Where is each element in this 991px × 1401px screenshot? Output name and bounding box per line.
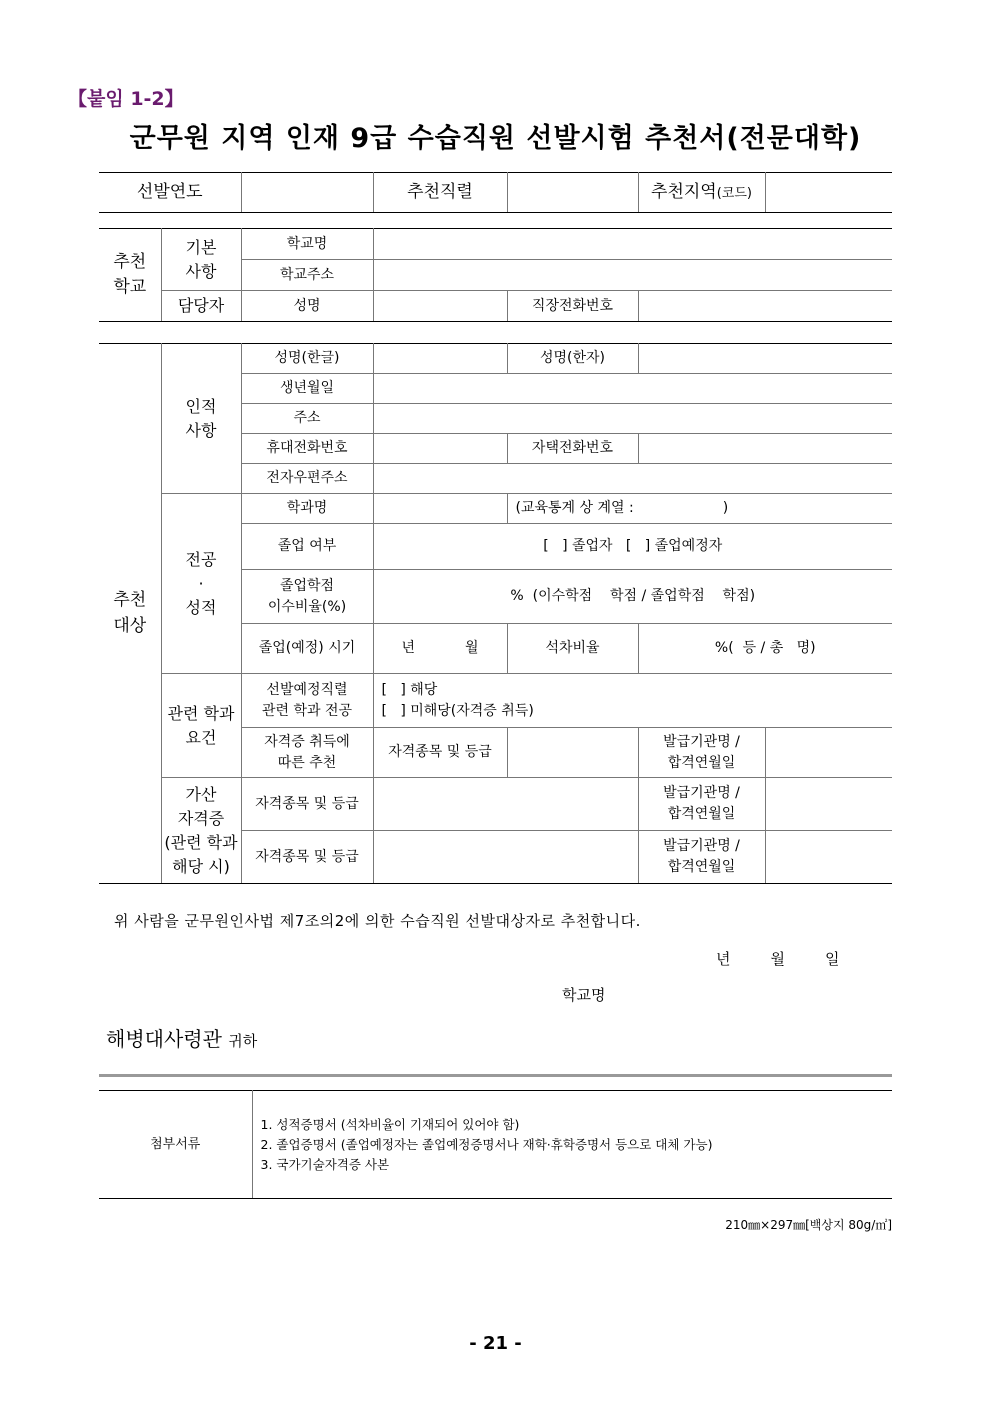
home-phone-field[interactable] bbox=[638, 434, 892, 464]
graduation-status-options[interactable]: [ ] 졸업자 [ ] 졸업예정자 bbox=[373, 524, 892, 570]
rank-ratio-label: 석차비율 bbox=[507, 624, 638, 674]
not-applicable-option[interactable]: [ ] 미해당(자격증 취득) bbox=[381, 702, 534, 719]
attachment-item: 2. 졸업증명서 (졸업예정자는 졸업예정증명서나 재학·휴학증명서 등으로 대체 가능) bbox=[260, 1136, 713, 1152]
cert-type-grade-label: 자격종목 및 등급 bbox=[373, 728, 507, 778]
major-grades-label-3: 성적 bbox=[185, 597, 217, 617]
recommended-region-field[interactable] bbox=[765, 173, 892, 213]
cert-recommend-label bbox=[241, 728, 373, 778]
date-month: 월 bbox=[770, 950, 785, 968]
graduation-year-label: 년 bbox=[401, 640, 415, 656]
department-label: 학과명 bbox=[241, 494, 373, 524]
candidate-group-label-1: 추천 bbox=[113, 590, 147, 610]
bonus-cert-label bbox=[161, 778, 241, 884]
bonus-issuer-label-2 bbox=[638, 831, 765, 884]
related-major-requirement-label bbox=[161, 674, 241, 778]
mobile-field[interactable] bbox=[373, 434, 507, 464]
bonus-issuer-label-2b: 합격연월일 bbox=[667, 859, 736, 875]
credit-ratio-label-2: 이수비율(%) bbox=[267, 598, 347, 615]
region-code-label: (코드) bbox=[716, 185, 752, 201]
school-table bbox=[99, 228, 892, 322]
issuer-field[interactable] bbox=[765, 728, 892, 778]
manager-name-label: 성명 bbox=[241, 291, 373, 322]
related-major-label-2: 요건 bbox=[185, 727, 217, 747]
bonus-issuer-label-1 bbox=[638, 778, 765, 831]
cert-recommend-label-1: 자격증 취득에 bbox=[264, 733, 350, 750]
related-major-text: 관련 학과 전공 bbox=[261, 702, 353, 719]
credit-ratio-field[interactable]: % (이수학점 학점 / 졸업학점 학점) bbox=[373, 570, 892, 624]
school-group-label-1: 추천 bbox=[113, 251, 147, 272]
bonus-cert-type-label-1: 자격종목 및 등급 bbox=[241, 778, 373, 831]
school-name-field[interactable] bbox=[373, 229, 892, 260]
selection-year-label: 선발연도 bbox=[99, 173, 241, 213]
bonus-cert-type-field-1[interactable] bbox=[373, 778, 638, 831]
recipient-suffix: 귀하 bbox=[228, 1032, 258, 1050]
name-hanja-field[interactable] bbox=[638, 344, 892, 374]
section-divider bbox=[99, 1074, 892, 1077]
birth-date-label: 생년월일 bbox=[241, 374, 373, 404]
planned-position-text: 선발예정직렬 bbox=[266, 681, 348, 698]
related-major-options[interactable] bbox=[373, 674, 892, 728]
attachment-item: 1. 성적증명서 (석차비율이 기재되어 있어야 함) bbox=[260, 1116, 520, 1132]
page-number: - 21 - bbox=[469, 1333, 522, 1354]
personal-info-label-2: 사항 bbox=[185, 420, 217, 440]
graduation-time-field[interactable] bbox=[373, 624, 507, 674]
recipient-name: 해병대사령관 bbox=[106, 1027, 222, 1051]
attachments-label: 첨부서류 bbox=[99, 1091, 252, 1199]
paper-spec: 210㎜×297㎜[백상지 80g/㎡] bbox=[725, 1218, 892, 1232]
major-grades-label-2: · bbox=[198, 573, 204, 593]
address-field[interactable] bbox=[373, 404, 892, 434]
department-field[interactable] bbox=[373, 494, 507, 524]
graduation-status-label: 졸업 여부 bbox=[241, 524, 373, 570]
school-basic-label-2: 사항 bbox=[185, 261, 217, 281]
bonus-cert-label-2: 자격증 bbox=[177, 808, 225, 828]
applicable-option[interactable]: [ ] 해당 bbox=[381, 681, 438, 698]
signature-school-label: 학교명 bbox=[562, 986, 606, 1004]
school-address-label: 학교주소 bbox=[241, 260, 373, 291]
name-korean-field[interactable] bbox=[373, 344, 507, 374]
school-name-label: 학교명 bbox=[241, 229, 373, 260]
graduation-month-label: 월 bbox=[465, 640, 479, 656]
header-table bbox=[99, 172, 892, 213]
cert-recommend-label-2: 따른 추천 bbox=[277, 754, 337, 771]
region-label-text: 추천지역 bbox=[651, 181, 717, 202]
related-major-label-1: 관련 학과 bbox=[167, 703, 235, 723]
issuer-label-1: 발급기관명 / bbox=[663, 733, 740, 750]
attachment-item: 3. 국가기술자격증 사본 bbox=[260, 1156, 390, 1172]
personal-info-label-1: 인적 bbox=[185, 396, 217, 416]
school-group-label bbox=[99, 229, 161, 322]
name-korean-label: 성명(한글) bbox=[241, 344, 373, 374]
candidate-table bbox=[99, 343, 892, 884]
recommended-position-field[interactable] bbox=[507, 173, 638, 213]
bonus-issuer-label-1b: 합격연월일 bbox=[667, 806, 736, 822]
attachments-list bbox=[252, 1091, 892, 1199]
bonus-issuer-field-2[interactable] bbox=[765, 831, 892, 884]
email-label: 전자우편주소 bbox=[241, 464, 373, 494]
bonus-cert-label-3: (관련 학과 bbox=[164, 832, 238, 852]
manager-name-field[interactable] bbox=[373, 291, 507, 322]
rank-ratio-field[interactable]: %( 등 / 총 명) bbox=[638, 624, 892, 674]
graduation-time-label: 졸업(예정) 시기 bbox=[241, 624, 373, 674]
school-address-field[interactable] bbox=[373, 260, 892, 291]
bonus-issuer-field-1[interactable] bbox=[765, 778, 892, 831]
issuer-label bbox=[638, 728, 765, 778]
address-label: 주소 bbox=[241, 404, 373, 434]
recommended-region-label bbox=[638, 173, 765, 213]
credit-ratio-label bbox=[241, 570, 373, 624]
bonus-cert-label-1: 가산 bbox=[185, 784, 217, 804]
work-phone-label: 직장전화번호 bbox=[507, 291, 638, 322]
selection-year-field[interactable] bbox=[241, 173, 373, 213]
bonus-cert-label-4: 해당 시) bbox=[172, 856, 230, 876]
school-basic-label-1: 기본 bbox=[185, 237, 217, 257]
candidate-group-label-2: 대상 bbox=[113, 615, 147, 636]
date-day: 일 bbox=[825, 950, 840, 968]
attachments-table bbox=[99, 1090, 892, 1199]
email-field[interactable] bbox=[373, 464, 892, 494]
credit-ratio-label-1: 졸업학점 bbox=[279, 577, 335, 594]
work-phone-field[interactable] bbox=[638, 291, 892, 322]
recipient bbox=[106, 1023, 257, 1052]
bonus-cert-type-label-2: 자격종목 및 등급 bbox=[241, 831, 373, 884]
declaration-text: 위 사람을 군무원인사법 제7조의2에 의한 수습직원 선발대상자로 추천합니다. bbox=[114, 912, 641, 930]
date-line bbox=[716, 948, 840, 969]
attachment-label: 【붙임 1-2】 bbox=[68, 88, 184, 110]
bonus-issuer-label-1a: 발급기관명 / bbox=[663, 785, 740, 801]
date-year: 년 bbox=[716, 950, 731, 968]
manager-label: 담당자 bbox=[161, 291, 241, 322]
personal-info-label bbox=[161, 344, 241, 494]
bonus-issuer-label-2a: 발급기관명 / bbox=[663, 838, 740, 854]
home-phone-label: 자택전화번호 bbox=[507, 434, 638, 464]
school-group-label-2: 학교 bbox=[113, 277, 147, 297]
major-grades-label-1: 전공 bbox=[185, 549, 217, 569]
candidate-group-label bbox=[99, 344, 161, 884]
planned-position-label bbox=[241, 674, 373, 728]
school-basic-label bbox=[161, 229, 241, 291]
birth-date-field[interactable] bbox=[373, 374, 892, 404]
cert-type-grade-field[interactable] bbox=[507, 728, 638, 778]
education-stats-field[interactable]: (교육통계 상 계열 : ) bbox=[507, 494, 892, 524]
mobile-label: 휴대전화번호 bbox=[241, 434, 373, 464]
document-title: 군무원 지역 인재 9급 수습직원 선발시험 추천서(전문대학) bbox=[129, 123, 862, 154]
name-hanja-label: 성명(한자) bbox=[507, 344, 638, 374]
issuer-label-2: 합격연월일 bbox=[667, 754, 736, 771]
bonus-cert-type-field-2[interactable] bbox=[373, 831, 638, 884]
major-grades-label bbox=[161, 494, 241, 674]
recommended-position-label: 추천직렬 bbox=[373, 173, 507, 213]
